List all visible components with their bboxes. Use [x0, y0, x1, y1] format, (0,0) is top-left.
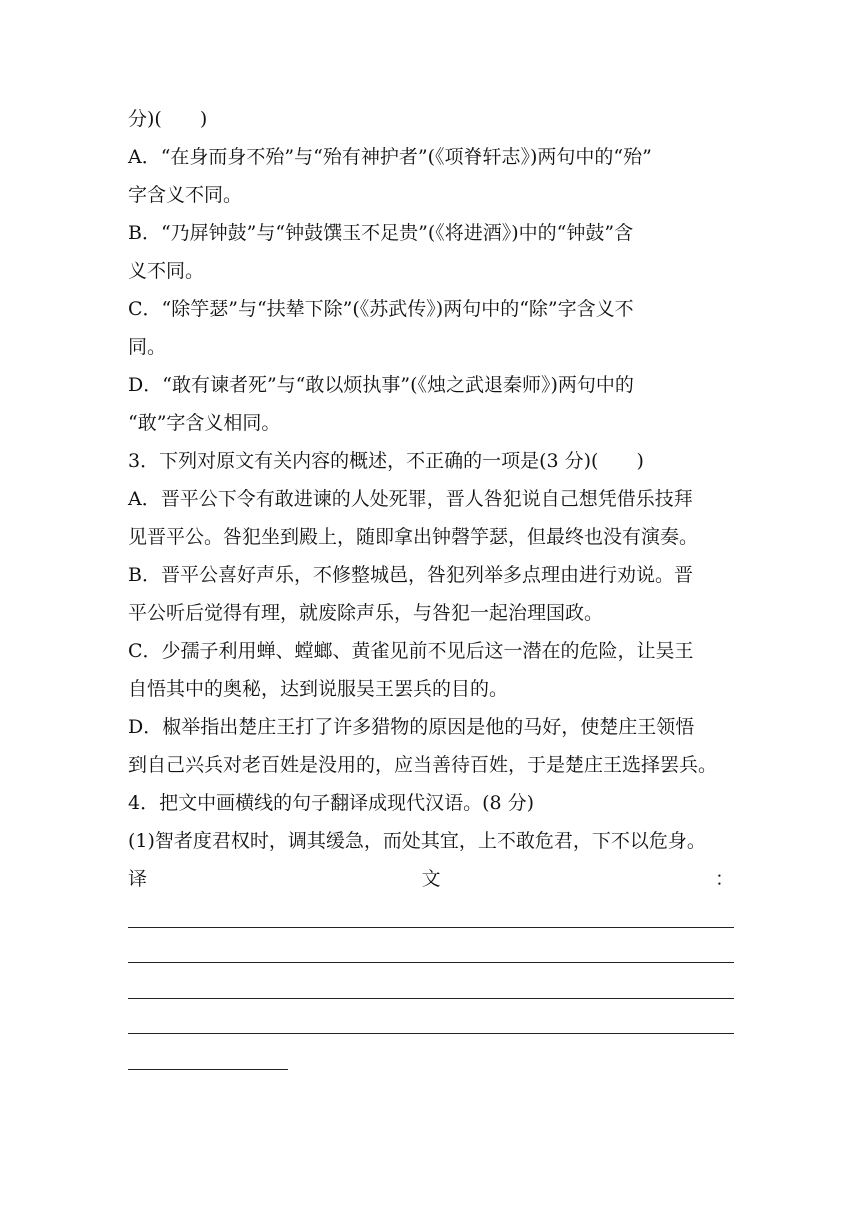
answer-blank-line[interactable]: [128, 969, 734, 1005]
question-3-stem: 3．下列对原文有关内容的概述，不正确的一项是(3 分)( ): [128, 450, 644, 472]
option-3a-line-1: A．晋平公下令有敢进谏的人处死罪，晋人咎犯说自己想凭借乐技拜: [128, 488, 693, 510]
option-2c-line-2: 同。: [128, 336, 167, 358]
option-3b-line-1: B．晋平公喜好声乐，不修整城邑，咎犯列举多点理由进行劝说。晋: [128, 564, 693, 586]
question-4-sentence-1: (1)智者度君权时，调其缓急，而处其宜，上不敢危君，下不以危身。: [128, 830, 706, 852]
answer-blank-line[interactable]: [128, 934, 734, 970]
answer-blank-line[interactable]: [128, 898, 734, 934]
question-4-stem: 4．把文中画横线的句子翻译成现代汉语。(8 分): [128, 792, 535, 814]
option-2a-line-1: A．“在身而身不殆”与“殆有神护者”(《项脊轩志》)两句中的“殆”: [128, 146, 652, 168]
option-2b-line-1: B．“乃屏钟鼓”与“钟鼓馔玉不足贵”(《将进酒》)中的“钟鼓”含: [128, 222, 634, 244]
option-3c-line-1: C．少孺子利用蝉、螳螂、黄雀见前不见后这一潜在的危险，让吴王: [128, 640, 694, 662]
option-2d-line-1: D．“敢有谏者死”与“敢以烦执事”(《烛之武退秦师》)两句中的: [128, 374, 634, 396]
option-3a-line-2: 见晋平公。咎犯坐到殿上，随即拿出钟磬竽瑟，但最终也没有演奏。: [128, 526, 699, 548]
option-2b-line-2: 义不同。: [128, 260, 205, 282]
option-3d-line-2: 到自己兴兵对老百姓是没用的，应当善待百姓，于是楚庄王选择罢兵。: [128, 754, 718, 776]
translation-label-colon: ：: [714, 868, 734, 890]
option-3c-line-2: 自悟其中的奥秘，达到说服吴王罢兵的目的。: [128, 678, 509, 700]
option-2c-line-1: C．“除竽瑟”与“扶辇下除”(《苏武传》)两句中的“除”字含义不: [128, 298, 634, 320]
translation-label: [128, 860, 734, 898]
exam-page: [128, 100, 734, 1076]
option-3b-line-2: 平公听后觉得有理，就废除声乐，与咎犯一起治理国政。: [128, 602, 604, 624]
option-3d-line-1: D．椒举指出楚庄王打了许多猎物的原因是他的马好，使楚庄王领悟: [128, 716, 695, 738]
question-2-tail: 分)( ): [128, 108, 208, 130]
option-2d-line-2: “敢”字含义相同。: [128, 412, 281, 434]
option-2a-line-2: 字含义不同。: [128, 184, 243, 206]
answer-blank-line-short[interactable]: [128, 1040, 734, 1076]
answer-blank-line[interactable]: [128, 1005, 734, 1041]
translation-label-char-1: 译: [128, 868, 148, 890]
translation-label-char-2: 文: [421, 868, 441, 890]
